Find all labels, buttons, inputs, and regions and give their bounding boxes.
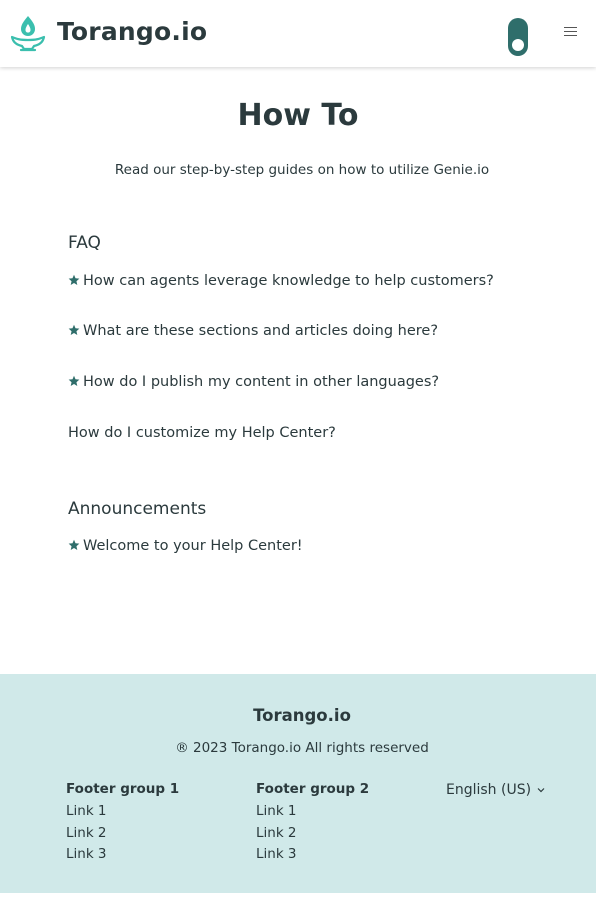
hamburger-menu-icon[interactable] — [564, 27, 577, 38]
page-title: How To — [237, 98, 359, 133]
star-icon — [68, 375, 80, 387]
footer-link[interactable]: Link 3 — [256, 846, 297, 862]
article-link[interactable] — [68, 273, 494, 289]
footer-group-title: Footer group 2 — [256, 781, 370, 797]
chevron-down-icon — [537, 787, 545, 793]
article-label: What are these sections and articles doing here? — [83, 323, 439, 339]
brand-name: Torango.io — [57, 17, 208, 46]
page-subtitle: Read our step-by-step guides on how to utilize Genie.io — [114, 162, 490, 178]
article-link[interactable] — [68, 374, 439, 390]
star-icon — [68, 539, 80, 551]
footer-link[interactable]: Link 2 — [66, 824, 107, 841]
footer-group-2 — [256, 781, 369, 866]
article-label: Welcome to your Help Center! — [83, 538, 303, 554]
footer-link[interactable]: Link 2 — [256, 824, 297, 841]
footer-group-1 — [66, 781, 179, 866]
footer-group-title: Footer group 1 — [66, 781, 180, 797]
article-link[interactable] — [68, 425, 336, 441]
theme-toggle[interactable] — [508, 18, 528, 56]
toggle-knob — [512, 39, 524, 51]
genie-lamp-icon — [10, 14, 46, 52]
section-title-announcements[interactable]: Announcements — [68, 499, 207, 519]
language-selector[interactable] — [446, 782, 545, 798]
article-label: How can agents leverage knowledge to help customers? — [83, 273, 494, 289]
article-label: How do I customize my Help Center? — [68, 425, 336, 441]
language-label: English (US) — [446, 782, 532, 798]
footer-link[interactable]: Link 1 — [66, 803, 107, 819]
section-title-faq[interactable]: FAQ — [68, 233, 101, 253]
article-link[interactable] — [68, 538, 303, 554]
star-icon — [68, 274, 80, 286]
copyright-text: ® 2023 Torango.io All rights reserved — [175, 740, 429, 756]
article-label: How do I publish my content in other languages? — [83, 374, 440, 390]
footer-brand: Torango.io — [253, 706, 351, 725]
article-link[interactable] — [68, 323, 438, 339]
site-footer — [0, 674, 596, 893]
site-header — [0, 0, 596, 67]
footer-link[interactable]: Link 1 — [256, 803, 297, 819]
footer-link[interactable]: Link 3 — [66, 846, 107, 862]
star-icon — [68, 324, 80, 336]
